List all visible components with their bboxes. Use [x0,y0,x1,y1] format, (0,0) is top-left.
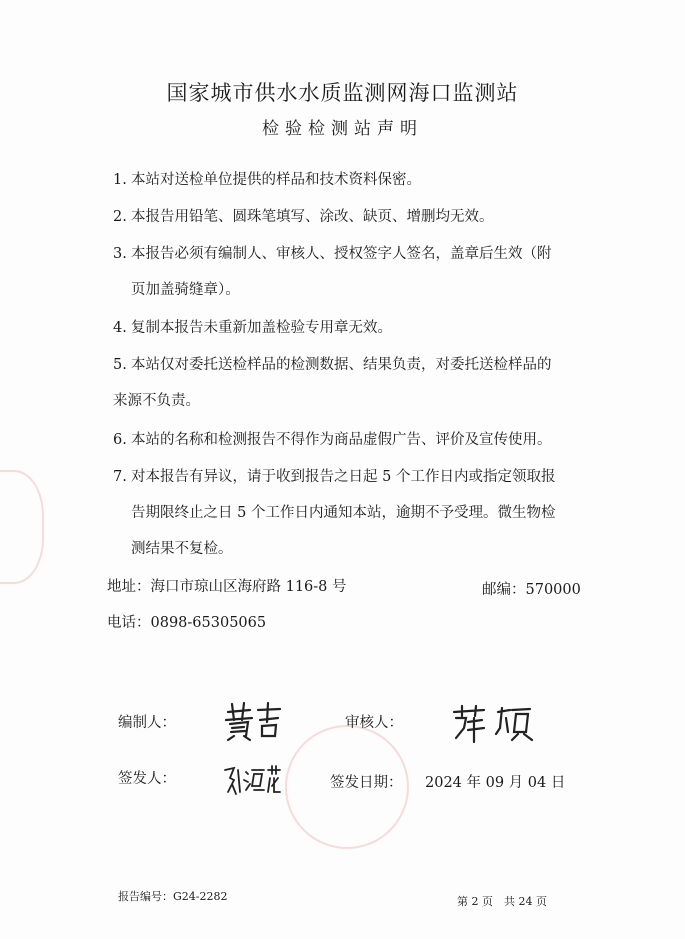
declaration-item: 2. 本报告用铅笔、圆珠笔填写、涂改、缺页、增删均无效。 [113,209,494,225]
declaration-item-cont: 来源不负责。 [113,393,200,409]
declaration-item: 1. 本站对送检单位提供的样品和技术资料保密。 [113,172,421,188]
reviewer-signature [450,704,535,744]
compiler-signature [222,700,284,742]
declaration-item: 7. 对本报告有异议，请于收到报告之日起 5 个工作日内或指定领取报 [113,469,556,485]
issuer-label: 签发人： [118,771,176,787]
declaration-item-cont: 告期限终止之日 5 个工作日内通知本站，逾期不予受理。微生物检 [131,505,556,521]
declaration-title: 检验检测站声明 [262,119,423,139]
address: 地址：海口市琼山区海府路 116-8 号 [107,579,347,595]
declaration-item: 4. 复制本报告未重新加盖检验专用章无效。 [113,320,392,336]
reviewer-label: 审核人： [345,715,403,731]
issue-date-label: 签发日期： [330,775,403,791]
declaration-item: 5. 本站仅对委托送检样品的检测数据、结果负责，对委托送检样品的 [113,357,552,373]
declaration-item-cont: 页加盖骑缝章）。 [131,282,240,298]
compiler-label: 编制人： [118,715,176,731]
issuer-signature [222,764,284,796]
page-number: 第 2 页 共 24 页 [457,895,547,908]
report-number: 报告编号：G24-2282 [118,890,228,903]
declaration-item: 3. 本报告必须有编制人、审核人、授权签字人签名，盖章后生效（附 [113,246,552,262]
declaration-item: 6. 本站的名称和检测报告不得作为商品虚假广告、评价及宣传使用。 [113,432,552,448]
station-title: 国家城市供水水质监测网海口监测站 [166,81,519,105]
issue-date: 2024 年 09 月 04 日 [425,775,566,791]
postal-code: 邮编：570000 [482,582,581,598]
declaration-item-cont: 测结果不复检。 [131,541,233,557]
seam-seal-faint [0,470,44,584]
phone: 电话：0898-65305065 [107,615,267,631]
